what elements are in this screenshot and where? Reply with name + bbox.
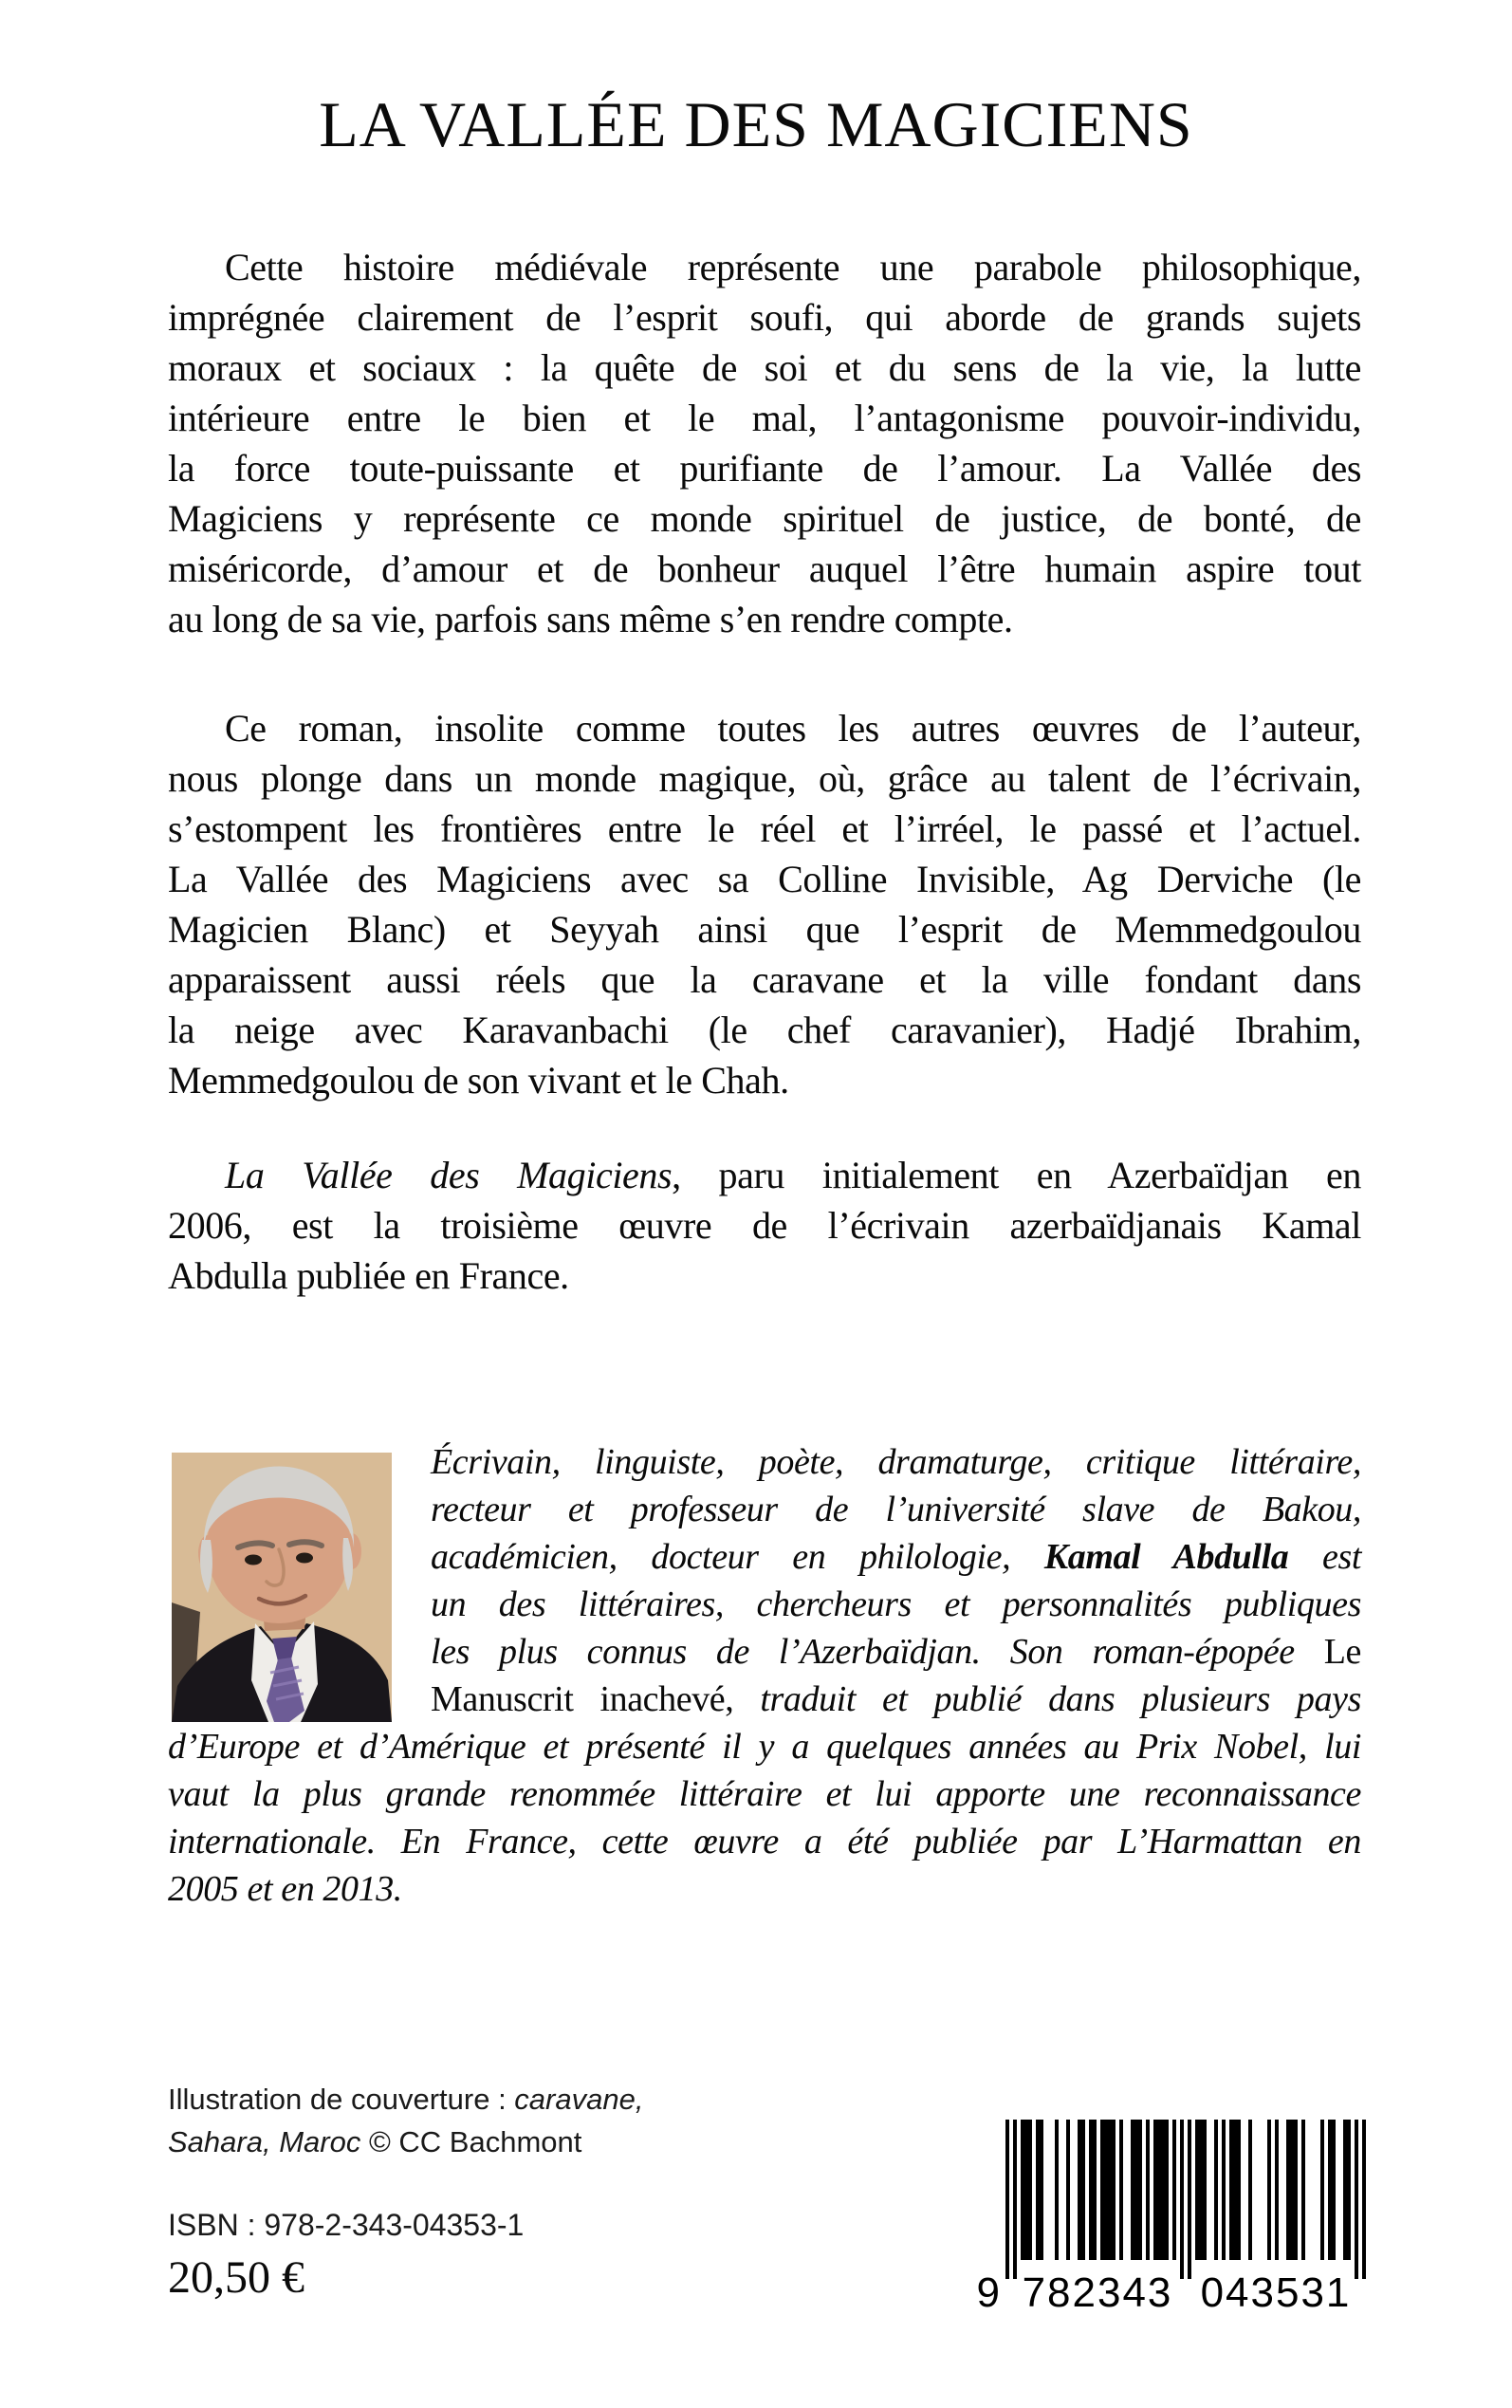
text-line: vaut la plus grande renommée littéraire et lui apporte une reconnaissance	[168, 1774, 1361, 1814]
text-line	[168, 2078, 832, 2121]
book-title: LA VALLÉE DES MAGICIENS	[319, 88, 1193, 160]
text-segment: La Vallée des Magiciens	[225, 1154, 673, 1196]
text-line: la force toute-puissante et purifiante de l’amour. La Vallée des	[168, 447, 1361, 490]
text-segment: Manuscrit inachevé,	[431, 1679, 734, 1719]
text-line: La Vallée des Magiciens avec sa Colline Invisible, Ag Derviche (le	[168, 858, 1361, 900]
text-segment: Illustration de couverture :	[168, 2083, 515, 2116]
barcode-bars	[1005, 2120, 1366, 2279]
text-line	[431, 1628, 1361, 1676]
text-segment: académicien, docteur en philologie,	[431, 1537, 1044, 1577]
cover-illustration-credit	[168, 2078, 832, 2163]
synopsis-paragraph-1	[168, 242, 1361, 644]
text-segment: Kamal Abdulla	[1043, 1537, 1289, 1577]
barcode-digit-group: 782343	[1022, 2269, 1173, 2316]
text-line: apparaissent aussi réels que la caravane et la ville fondant dans	[168, 958, 1361, 1001]
text-line: au long de sa vie, parfois sans même s’en rendre compte.	[168, 598, 1013, 640]
text-line: Ce roman, insolite comme toutes les autres œuvres de l’auteur,	[225, 707, 1361, 750]
text-line: d’Europe et d’Amérique et présenté il y a quelques années au Prix Nobel, lui	[168, 1727, 1361, 1767]
synopsis-paragraph-3	[168, 1150, 1361, 1301]
text-segment: Sahara, Maroc	[168, 2125, 361, 2158]
text-segment: caravane,	[514, 2083, 644, 2116]
text-segment: Le	[1323, 1632, 1361, 1672]
text-line: internationale. En France, cette œuvre a été publiée par L’Harmattan en	[168, 1822, 1361, 1862]
text-line: 2005 et en 2013.	[168, 1869, 402, 1909]
text-segment: , paru initialement en Azerbaïdjan en	[672, 1154, 1361, 1196]
text-line: un des littéraires, chercheurs et personnalités publiques	[431, 1584, 1361, 1624]
ean-barcode	[976, 2120, 1366, 2319]
text-line: recteur et professeur de l’université slave de Bakou,	[431, 1490, 1361, 1529]
text-line: Memmedgoulou de son vivant et le Chah.	[168, 1059, 789, 1102]
text-line: Écrivain, linguiste, poète, dramaturge, critique littéraire,	[431, 1442, 1361, 1482]
barcode-digit-group: 043531	[1200, 2269, 1352, 2316]
text-line: Cette histoire médiévale représente une parabole philosophique,	[225, 246, 1361, 288]
text-segment: © CC Bachmont	[360, 2125, 582, 2158]
text-line: Abdulla publiée en France.	[168, 1254, 569, 1297]
text-line	[431, 1533, 1361, 1581]
text-segment: est	[1288, 1537, 1361, 1577]
text-line: intérieure entre le bien et le mal, l’antagonisme pouvoir-individu,	[168, 397, 1361, 439]
barcode-digit-group: 9	[976, 2269, 1000, 2316]
text-line: miséricorde, d’amour et de bonheur auquel l’être humain aspire tout	[168, 547, 1361, 590]
text-line: s’estompent les frontières entre le réel et l’irréel, le passé et l’actuel.	[168, 807, 1361, 850]
text-line: moraux et sociaux : la quête de soi et du sens de la vie, la lutte	[168, 346, 1361, 389]
price-text: 20,50 €	[168, 2252, 304, 2303]
text-line	[168, 2121, 832, 2163]
text-line	[168, 1150, 1361, 1200]
text-line: 2006, est la troisième œuvre de l’écrivain azerbaïdjanais Kamal	[168, 1204, 1361, 1247]
text-line: nous plonge dans un monde magique, où, grâce au talent de l’écrivain,	[168, 757, 1361, 800]
text-line: Magicien Blanc) et Seyyah ainsi que l’esprit de Memmedgoulou	[168, 908, 1361, 951]
text-line: imprégnée clairement de l’esprit soufi, qui aborde de grands sujets	[168, 296, 1361, 339]
isbn-text: ISBN : 978-2-343-04353-1	[168, 2208, 525, 2242]
text-segment: les plus connus de l’Azerbaïdjan. Son roman-épopée	[431, 1632, 1324, 1672]
synopsis-paragraph-2	[168, 703, 1361, 1105]
text-segment: traduit et publié dans plusieurs pays	[733, 1679, 1361, 1719]
text-line	[431, 1676, 1361, 1723]
text-line: Magiciens y représente ce monde spirituel de justice, de bonté, de	[168, 497, 1361, 540]
text-line: la neige avec Karavanbachi (le chef caravanier), Hadjé Ibrahim,	[168, 1009, 1361, 1051]
author-bio	[168, 1438, 1361, 1913]
